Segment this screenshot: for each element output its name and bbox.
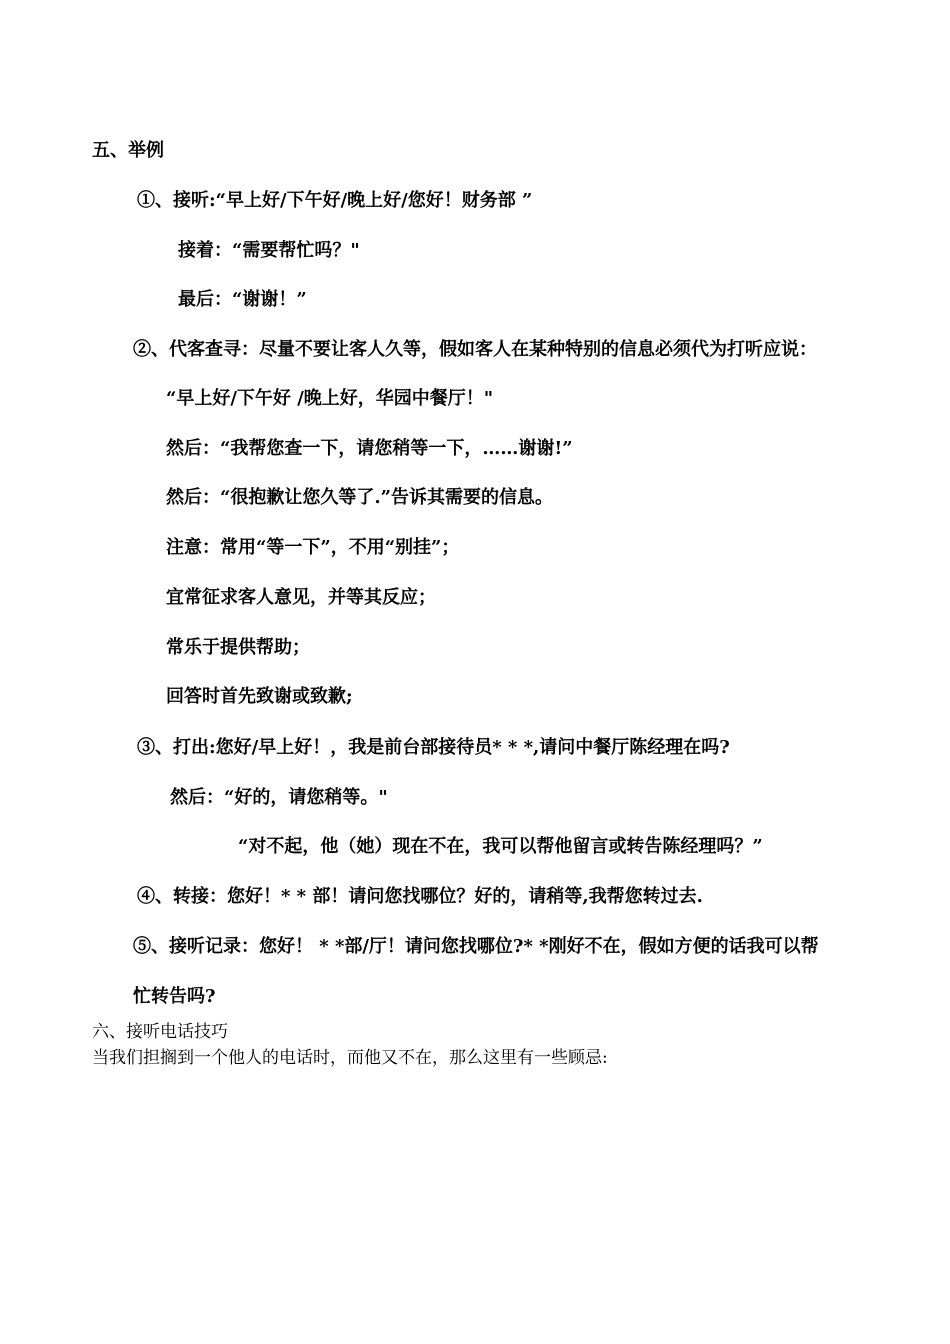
example3-line1: ③、打出:您好/早上好！，我是前台部接待员* * *,请问中餐厅陈经理在吗? [137,737,730,758]
example2-line4: 然后：“很抱歉让您久等了.”告诉其需要的信息。 [166,487,553,508]
example5-line2: 忙转告吗? [133,986,216,1007]
example2-line1: ②、代客查寻：尽量不要让客人久等，假如客人在某种特别的信息必须代为打听应说： [133,339,817,360]
example2-line5: 注意：常用“等一下”，不用“别挂”； [166,537,460,558]
section6-heading: 六、接听电话技巧 [92,1022,228,1042]
example2-line7: 常乐于提供帮助； [166,637,310,658]
section5-heading: 五、举例 [92,140,164,161]
example2-line8: 回答时首先致谢或致歉; [166,686,353,707]
example5-line1: ⑤、接听记录：您好！ * *部/厅！请问您找哪位?* *刚好不在，假如方便的话我可以帮 [133,936,819,957]
example2-line3: 然后：“我帮您查一下，请您稍等一下，……谢谢!” [166,438,573,459]
example1-line2: 接着：“需要帮忙吗？" [178,240,360,261]
example2-line6: 宜常征求客人意见，并等其反应； [166,587,436,608]
example4-line1: ④、转接：您好！* * 部！请问您找哪位？好的，请稍等,我帮您转过去. [137,886,703,907]
section6-intro: 当我们担搁到一个他人的电话时，而他又不在，那么这里有一些顾忌: [92,1048,608,1068]
example3-line3: “对不起，他（她）现在不在，我可以帮他留言或转告陈经理吗？” [238,836,763,857]
example3-line2: 然后：“好的，请您稍等。" [170,787,388,808]
example1-line3: 最后：“谢谢！” [178,289,307,310]
example2-line2: “早上好/下午好 /晚上好，华园中餐厅！" [166,388,494,409]
example1-line1: ①、接听:“早上好/下午好/晚上好/您好！财务部 ” [137,190,533,211]
